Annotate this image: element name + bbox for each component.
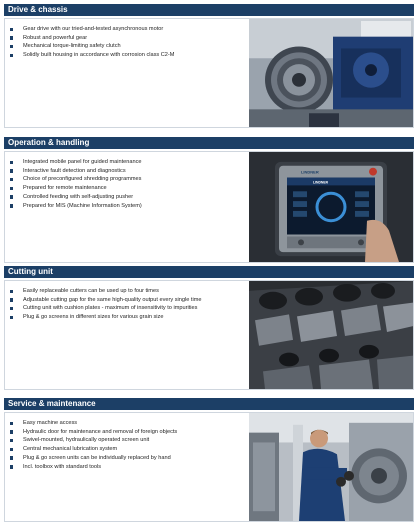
list-item: Prepared for MIS (Machine Information System): [9, 202, 241, 211]
section-title: Drive & chassis: [4, 4, 414, 16]
list-item: Swivel-mounted, hydraulically operated screen unit: [9, 436, 241, 445]
feature-list: [9, 419, 241, 471]
section-panel: [4, 412, 414, 522]
list-item: Easily replaceable cutters can be used up to four times: [9, 287, 241, 296]
feature-list: [9, 158, 241, 210]
panel-screen-brand: LINDNER: [313, 180, 329, 185]
list-item: Gear drive with our tried-and-tested asynchronous motor: [9, 25, 241, 34]
technician-photo: [249, 413, 413, 521]
panel-brand: LINDNER: [301, 169, 319, 175]
cutting-rotor-photo: [249, 281, 413, 389]
section-title: Service & maintenance: [4, 398, 414, 410]
section-panel: [4, 18, 414, 128]
list-item: Controlled feeding with self-adjusting pusher: [9, 193, 241, 202]
list-item: Easy machine access: [9, 419, 241, 428]
list-item: Solidly built housing in accordance with corrosion class C2-M: [9, 51, 241, 60]
list-item: Cutting unit with cushion plates - maximum of insensitivity to impurities: [9, 304, 241, 313]
list-item: Adjustable cutting gap for the same high-quality output every single time: [9, 296, 241, 305]
list-item: Choice of preconfigured shredding programmes: [9, 175, 241, 184]
list-item: Prepared for remote maintenance: [9, 184, 241, 193]
section-panel: [4, 280, 414, 390]
list-item: Interactive fault detection and diagnostics: [9, 167, 241, 176]
list-item: Plug & go screens in different sizes for various grain size: [9, 313, 241, 322]
section-title: Cutting unit: [4, 266, 414, 278]
mobile-panel-photo: [249, 152, 413, 262]
section-panel: [4, 151, 414, 263]
list-item: Hydraulic door for maintenance and removal of foreign objects: [9, 428, 241, 437]
list-item: Central mechanical lubrication system: [9, 445, 241, 454]
feature-list: [9, 287, 241, 322]
drive-motor-photo: [249, 19, 413, 127]
list-item: Plug & go screen units can be individually replaced by hand: [9, 454, 241, 463]
list-item: Mechanical torque-limiting safety clutch: [9, 42, 241, 51]
list-item: Robust and powerful gear: [9, 34, 241, 43]
section-title: Operation & handling: [4, 137, 414, 149]
list-item: Incl. toolbox with standard tools: [9, 463, 241, 472]
list-item: Integrated mobile panel for guided maintenance: [9, 158, 241, 167]
feature-list: [9, 25, 241, 60]
